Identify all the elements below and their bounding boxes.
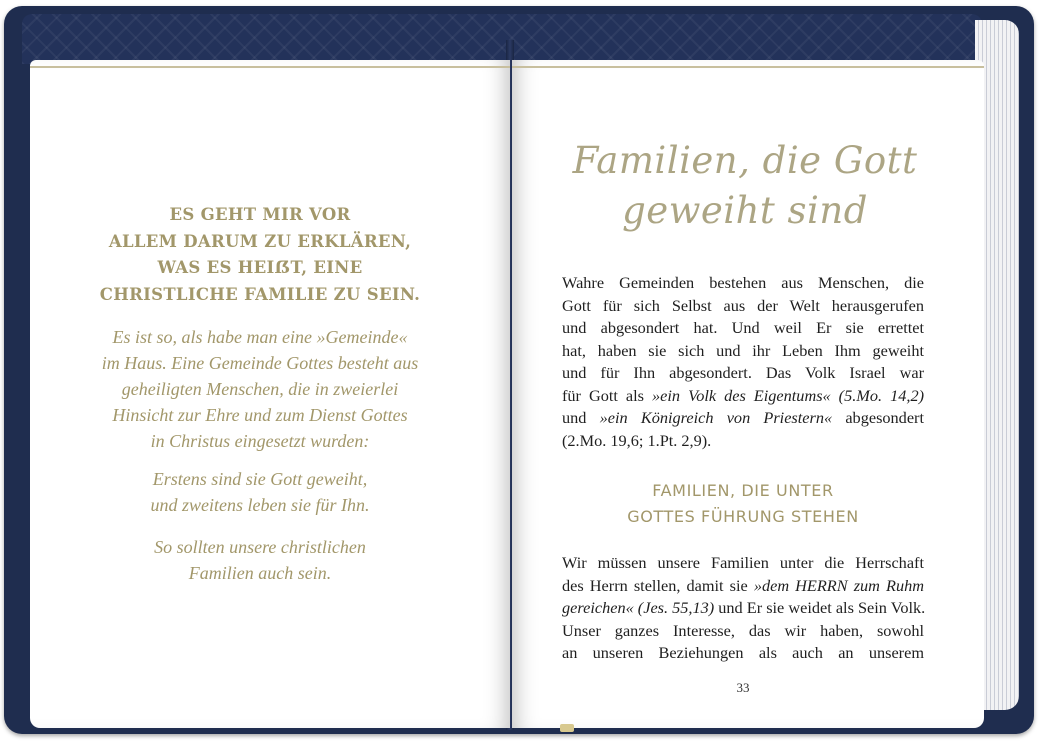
lead-line: CHRISTLICHE FAMILIE ZU SEIN. xyxy=(99,284,421,304)
right-paragraph-1 xyxy=(562,272,924,452)
cover-pattern xyxy=(22,14,982,64)
chapter-title xyxy=(540,136,950,236)
text-run: (2.Mo. 19,6; 1.Pt. 2,9). xyxy=(562,430,712,450)
lead-line: ES GEHT MIR VOR xyxy=(169,205,351,224)
text-run: Gott für sich Selbst aus der Welt herausgerufen xyxy=(562,295,924,315)
paragraph-line: Es ist so, als habe man eine »Gemeinde« xyxy=(112,327,408,347)
body-line xyxy=(562,597,924,620)
paragraph-line: und zweitens leben sie für Ihn. xyxy=(150,495,370,515)
text-run: und für Ihn abgesondert. Das Volk Israel war xyxy=(562,363,924,382)
body-line xyxy=(562,552,924,575)
subheading-line: GOTTES FÜHRUNG STEHEN xyxy=(627,507,859,526)
subheading-line: FAMILIEN, DIE UNTER xyxy=(652,481,834,500)
body-line xyxy=(562,642,924,665)
italic-text: gereichen« (Jes. 55,13) xyxy=(562,598,715,617)
text-run: abgesondert xyxy=(832,408,924,427)
text-run: an unseren Beziehungen als auch an unserem xyxy=(562,643,924,662)
body-line xyxy=(562,430,924,453)
body-line xyxy=(562,575,924,598)
right-paragraph-2 xyxy=(562,552,924,665)
lead-line: WAS ES HEIẞT, EINE xyxy=(157,258,363,277)
title-line: Familien, die Gott xyxy=(572,139,918,182)
text-run: für Gott als xyxy=(562,385,653,405)
body-line xyxy=(562,385,924,408)
text-run: und abgesondert hat. Und weil Er sie errettet xyxy=(562,318,924,337)
body-line xyxy=(562,272,924,295)
left-page-rule xyxy=(30,66,510,68)
right-page-rule xyxy=(512,66,984,68)
body-line xyxy=(562,317,924,340)
body-line xyxy=(562,340,924,363)
text-run: Wahre Gemeinden bestehen aus Menschen, die xyxy=(562,273,924,292)
body-line xyxy=(562,362,924,385)
left-paragraph-3 xyxy=(80,534,440,586)
bookmark-ribbon xyxy=(560,724,574,732)
paragraph-line: im Haus. Eine Gemeinde Gottes besteht aus xyxy=(101,353,419,373)
paragraph-line: Erstens sind sie Gott geweiht, xyxy=(152,469,368,489)
lead-quote xyxy=(80,202,440,308)
text-run: des Herrn stellen, damit sie xyxy=(562,575,754,595)
lead-line: ALLEM DARUM ZU ERKLÄREN, xyxy=(108,231,412,251)
title-line: geweiht sind xyxy=(622,189,868,232)
italic-text: »dem HERRN zum Ruhm xyxy=(753,575,924,595)
italic-text: »ein Volk des Eigentums« (5.Mo. 14,2) xyxy=(652,385,925,405)
paragraph-line: So sollten unsere christlichen xyxy=(154,537,366,557)
left-paragraph-1 xyxy=(80,324,440,454)
paragraph-line: Familien auch sein. xyxy=(188,563,332,583)
left-paragraph-2 xyxy=(80,466,440,518)
italic-text: »ein Königreich von Priestern« xyxy=(599,408,833,427)
paragraph-line: Hinsicht zur Ehre und zum Dienst Gottes xyxy=(112,405,408,425)
body-line xyxy=(562,407,924,430)
text-run: und xyxy=(562,408,600,427)
body-line xyxy=(562,295,924,318)
section-subheading xyxy=(562,478,924,530)
text-run: Wir müssen unsere Familien unter die Herrschaft xyxy=(562,553,924,572)
text-run: hat, haben sie sich und ihr Leben Ihm geweiht xyxy=(562,340,924,360)
paragraph-line: in Christus eingesetzt wurden: xyxy=(150,431,370,451)
text-run: Unser ganzes Interesse, das wir haben, sowohl xyxy=(562,620,924,640)
text-run: und Er sie weidet als Sein Volk. xyxy=(714,598,926,617)
paragraph-line: geheiligten Menschen, die in zweierlei xyxy=(121,379,399,399)
page-number: 33 xyxy=(736,680,750,695)
body-line xyxy=(562,620,924,643)
